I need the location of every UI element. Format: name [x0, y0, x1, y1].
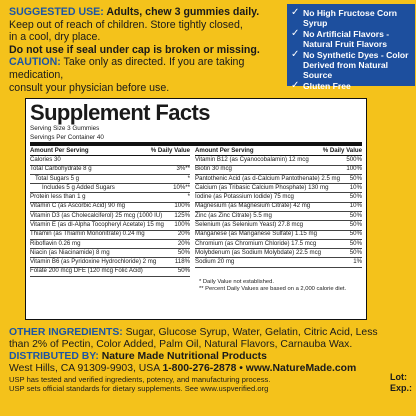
facts-row — [30, 203, 190, 212]
caution-text-1: Take only as directed. If you are taking medication, — [9, 56, 245, 81]
claim-text: No Synthetic Dyes - Color Derived from Natural Source — [303, 50, 409, 80]
bottom-block — [9, 327, 393, 394]
facts-row — [30, 258, 190, 267]
daily-value: 50% — [349, 239, 362, 247]
address: West Hills, CA 91309-9903, USA — [9, 363, 163, 374]
nutrient-name: Protein less than 1 g — [30, 193, 86, 201]
nutrient-name: Sodium 20 mg — [195, 258, 235, 266]
nutrient-name: Iodine (as Potassium Iodide) 75 mcg — [195, 193, 294, 201]
nutrient-name: Selenium (as Selenium Yeast) 27.8 mcg — [195, 220, 304, 228]
phone-web: 1-800-276-2878 • www.NatureMade.com — [162, 363, 357, 374]
seal-warning: Do not use if seal under cap is broken or missing. — [9, 43, 260, 56]
daily-value: 50% — [349, 220, 362, 228]
daily-value: 10%** — [173, 183, 191, 191]
nutrient-name: Biotin 30 mcg — [195, 165, 232, 173]
claim-item — [291, 29, 412, 49]
nutrient-name: Chromium (as Chromium Chloride) 17.5 mcg — [195, 239, 317, 247]
nutrient-name: Calcium (as Tribasic Calcium Phosphate) 130 mg — [195, 183, 329, 191]
amount-header: Amount Per Serving — [30, 146, 89, 154]
facts-row — [195, 193, 362, 202]
facts-row — [30, 166, 190, 175]
suggested-use — [9, 6, 277, 19]
daily-value: * — [187, 193, 191, 201]
daily-value: 10% — [349, 183, 362, 191]
facts-row — [30, 221, 190, 230]
distributed-label: DISTRIBUTED BY: — [9, 351, 99, 362]
checkmark-icon: ✓ — [291, 28, 300, 39]
facts-row — [195, 240, 362, 249]
facts-row — [195, 156, 362, 165]
daily-value: 1% — [353, 258, 362, 266]
daily-value: 50% — [177, 248, 191, 256]
facts-row — [30, 268, 190, 277]
checkmark-icon: ✓ — [291, 7, 300, 18]
daily-value: 125% — [174, 211, 191, 219]
daily-value: 500% — [346, 155, 362, 163]
facts-row — [195, 258, 362, 267]
servings-per-container: Servings Per Container 40 — [30, 133, 104, 141]
daily-value: 20% — [177, 230, 191, 238]
nutrient-name: Molybdenum (as Sodium Molybdate) 22.5 mcg — [195, 248, 322, 256]
claim-text: No Artificial Flavors - Natural Fruit Flavors — [303, 29, 390, 49]
nutrient-name: Riboflavin 0.26 mg — [30, 239, 81, 247]
dv-header: % Daily Value — [150, 146, 191, 154]
lot-exp — [390, 372, 412, 394]
distributed-by — [9, 351, 393, 363]
nutrient-name: Total Carbohydrate 8 g — [30, 165, 92, 173]
daily-value: 50% — [349, 248, 362, 256]
facts-row — [30, 231, 190, 240]
facts-row — [195, 221, 362, 230]
facts-row — [30, 156, 190, 165]
column-header — [30, 147, 190, 156]
nutrient-name: Vitamin B6 (as Pyridoxine Hydrochloride) 2 mg — [30, 258, 157, 266]
claim-item — [291, 8, 412, 28]
footnote-2: ** Percent Daily Values are based on a 2,000 calorie diet. — [199, 285, 347, 292]
facts-row — [195, 203, 362, 212]
daily-value: 100% — [346, 165, 362, 173]
exp-label: Exp.: — [390, 383, 413, 393]
nutrient-name: Magnesium (as Magnesium Citrate) 42 mg — [195, 202, 311, 210]
facts-row — [195, 249, 362, 258]
other-ingredients-text: Sugar, Glucose Syrup, Water, Gelatin, Citric Acid, Less than 2% of Pectin, Color Added, Palm Oil, Natural Flavors, Carnauba Wax. — [9, 327, 378, 350]
facts-columns — [30, 147, 362, 277]
caution-text-2: consult your physician before use. — [9, 81, 170, 94]
facts-row — [195, 231, 362, 240]
facts-column-left — [30, 147, 190, 277]
nutrient-name: Pantothenic Acid (as d-Calcium Pantothenate) 2.5 mg — [195, 174, 340, 182]
daily-value — [168, 157, 190, 164]
nutrient-name: Vitamin C (as Ascorbic Acid) 90 mg — [30, 202, 126, 210]
checkmark-icon: ✓ — [291, 49, 300, 60]
claim-item — [291, 81, 412, 91]
nutrient-name: Vitamin E (as dl-Alpha Tocopheryl Acetate) 15 mg — [30, 220, 164, 228]
suggested-use-text: Adults, chew 3 gummies daily. — [103, 6, 260, 18]
facts-row — [195, 212, 362, 221]
daily-value: 50% — [349, 230, 362, 238]
storage-line-2: in a cool, dry place. — [9, 31, 101, 44]
facts-row — [30, 175, 190, 184]
footnotes — [196, 279, 362, 293]
other-ingredients-label: OTHER INGREDIENTS: — [9, 327, 123, 338]
daily-value: 20% — [177, 239, 191, 247]
claim-text: Gluten Free — [303, 81, 351, 91]
storage-line-1: Keep out of reach of children. Store tightly closed, — [9, 18, 243, 31]
daily-value: * — [187, 174, 191, 182]
facts-column-right — [195, 147, 362, 277]
facts-row — [195, 166, 362, 175]
serving-size: Serving Size 3 Gummies — [30, 125, 100, 132]
claims-box — [287, 4, 415, 91]
suggested-use-label: SUGGESTED USE: — [9, 6, 104, 18]
daily-value: 50% — [349, 174, 362, 182]
daily-value: 118% — [174, 258, 191, 266]
caution-label: CAUTION: — [9, 56, 61, 69]
nutrient-name: Vitamin D3 (as Cholecalciferol) 25 mcg (1000 IU) — [30, 211, 163, 219]
usp-line-2: USP sets official standards for dietary supplements. See www.uspverified.org — [9, 384, 269, 394]
nutrient-name: Calories 30 — [30, 155, 61, 163]
lot-label: Lot: — [390, 372, 407, 382]
facts-row — [30, 184, 190, 193]
daily-value: 100% — [174, 202, 191, 210]
nutrient-name: Folate 200 mcg DFE (120 mcg Folic Acid) — [30, 267, 143, 275]
nutrient-name: Manganese (as Manganese Sulfate) 1.15 mg — [195, 230, 317, 238]
daily-value: 50% — [349, 211, 362, 219]
facts-row — [195, 175, 362, 184]
facts-row — [30, 240, 190, 249]
directions-block — [9, 6, 277, 94]
nutrient-name: Vitamin B12 (as Cyanocobalamin) 12 mcg — [195, 155, 309, 163]
nutrient-name: Zinc (as Zinc Citrate) 5.5 mg — [195, 211, 272, 219]
facts-row — [30, 249, 190, 258]
amount-header: Amount Per Serving — [195, 146, 254, 154]
facts-row — [195, 184, 362, 193]
claim-text: No High Fructose Corn Syrup — [303, 8, 398, 28]
nutrient-name: Total Sugars 5 g — [35, 174, 80, 182]
facts-row — [30, 193, 190, 202]
claim-item — [291, 50, 412, 80]
footnote-1: * Daily Value not established. — [199, 278, 274, 285]
nutrient-name: Includes 5 g Added Sugars — [42, 183, 115, 191]
distributed-text: Nature Made Nutritional Products — [98, 351, 267, 362]
other-ingredients — [9, 327, 393, 351]
nutrient-name: Niacin (as Niacinamide) 8 mg — [30, 248, 110, 256]
daily-value: 10% — [349, 202, 362, 210]
divider — [30, 142, 362, 146]
caution — [9, 56, 277, 81]
usp-line-1: USP has tested and verified ingredients, potency, and manufacturing process. — [9, 375, 271, 384]
daily-value: 50% — [349, 193, 362, 201]
column-header — [195, 147, 362, 156]
nutrient-name: Thiamin (as Thiamin Mononitrate) 0.24 mg — [30, 230, 145, 238]
checkmark-icon: ✓ — [291, 80, 300, 91]
daily-value: 3%** — [176, 165, 191, 173]
facts-title: Supplement Facts — [30, 100, 210, 125]
address-line — [9, 363, 393, 375]
dv-header: % Daily Value — [322, 146, 362, 154]
daily-value: 100% — [174, 220, 191, 228]
facts-row — [30, 212, 190, 221]
supplement-facts-panel — [25, 98, 367, 320]
daily-value: 50% — [177, 267, 191, 275]
